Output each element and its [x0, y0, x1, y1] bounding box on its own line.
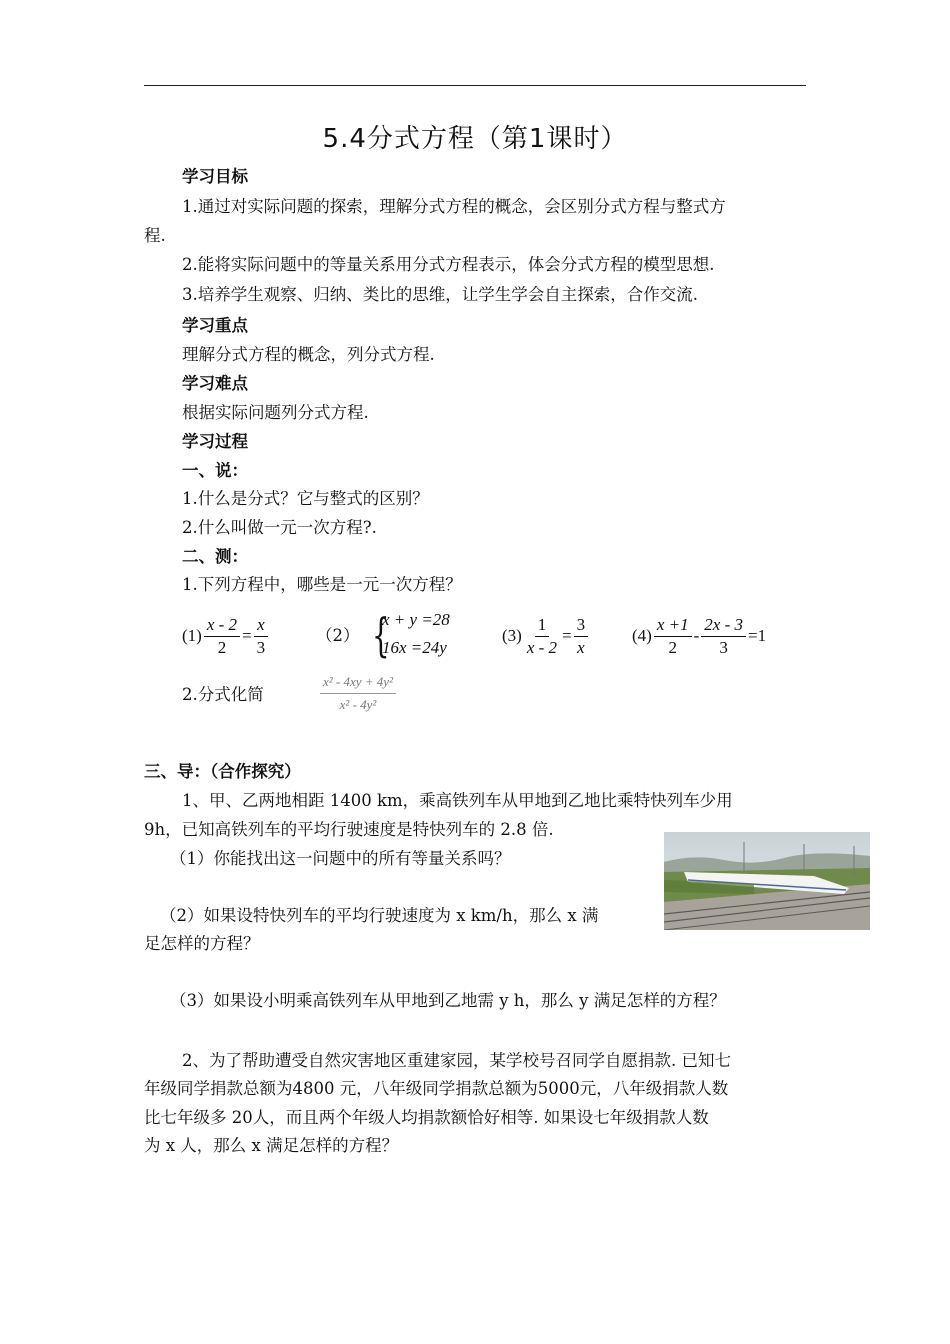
equation-1-rhs-denominator: 3 — [256, 637, 266, 657]
process-heading: 学习过程 — [182, 432, 248, 451]
equation-4-label: (4) — [632, 626, 652, 645]
objective-1-line1: 1.通过对实际问题的探索，理解分式方程的概念，会区别分式方程与整式方 — [182, 197, 726, 216]
equation-3-lhs-denominator: x - 2 — [526, 637, 558, 657]
difficulty-text: 根据实际问题列分式方程. — [182, 403, 369, 422]
equation-1-rhs-fraction — [254, 615, 269, 658]
equation-1-rhs-numerator: x — [254, 615, 268, 637]
system-brace: { — [372, 608, 390, 662]
equation-3 — [502, 612, 590, 660]
problem-2-line4: 为 x 人，那么 x 满足怎样的方程？ — [144, 1136, 399, 1155]
difficulty-heading: 学习难点 — [182, 374, 248, 393]
high-speed-train-photo — [664, 832, 870, 930]
objectives-heading: 学习目标 — [182, 167, 248, 186]
equation-1-lhs-numerator: x - 2 — [204, 615, 240, 637]
simplify-denominator: x² - 4y² — [339, 697, 377, 712]
objective-1-line2: 程. — [144, 226, 166, 245]
equation-2-label: （2） — [316, 626, 360, 645]
problem-1-question-2-line2: 足怎样的方程？ — [144, 934, 260, 953]
page-title: 5.4分式方程（第1课时） — [322, 124, 628, 154]
part3-heading: 三、导：（合作探究） — [144, 762, 301, 781]
problem-1-question-2-line1: （2）如果设特快列车的平均行驶速度为 x km/h，那么 x 满 — [160, 906, 599, 925]
objective-2: 2.能将实际问题中的等量关系用分式方程表示，体会分式方程的模型思想. — [182, 255, 715, 274]
equation-4-a-denominator: 2 — [668, 637, 677, 657]
key-point-heading: 学习重点 — [182, 316, 248, 335]
equation-3-lhs-numerator: 1 — [535, 615, 550, 637]
equation-1-equals: = — [242, 626, 252, 645]
part1-heading: 一、说： — [182, 461, 248, 480]
simplify-fraction — [320, 672, 396, 715]
equation-4-minus: - — [693, 626, 700, 645]
objective-3: 3.培养学生观察、归纳、类比的思维，让学生学会自主探索，合作交流. — [182, 285, 698, 304]
equation-1-label: (1) — [182, 626, 202, 645]
equation-3-rhs-fraction — [574, 615, 589, 658]
equation-4-rhs: =1 — [748, 626, 767, 645]
part2-question-1: 1.下列方程中，哪些是一元一次方程？ — [182, 575, 462, 594]
part1-question-1: 1.什么是分式？它与整式的区别？ — [182, 489, 429, 508]
header-rule — [144, 85, 806, 86]
equation-4-b-denominator: 3 — [719, 637, 728, 657]
equation-3-rhs-denominator: x — [577, 637, 585, 657]
equation-4-fraction-a — [654, 615, 692, 658]
part1-question-2: 2.什么叫做一元一次方程?. — [182, 518, 377, 537]
equation-1 — [182, 612, 270, 660]
problem-1-question-3: （3）如果设小明乘高铁列车从甲地到乙地需 y h，那么 y 满足怎样的方程？ — [170, 991, 726, 1010]
problem-2-line2: 年级同学捐款总额为4800 元，八年级同学捐款总额为5000元，八年级捐款人数 — [144, 1079, 729, 1098]
problem-1-line1: 1、甲、乙两地相距 1400 km，乘高铁列车从甲地到乙地比乘特快列车少用 — [182, 791, 733, 810]
equation-4 — [632, 612, 766, 660]
equation-2-system — [372, 610, 472, 662]
part2-question-2: 2.分式化简 — [182, 685, 264, 704]
simplify-numerator: x² - 4xy + 4y² — [320, 672, 396, 694]
problem-1-line2: 9h，已知高铁列车的平均行驶速度是特快列车的 2.8 倍. — [144, 820, 554, 839]
equation-4-b-numerator: 2x - 3 — [701, 615, 746, 637]
key-point-text: 理解分式方程的概念，列分式方程. — [182, 345, 435, 364]
train-image — [664, 832, 870, 930]
problem-2-line1: 2、为了帮助遭受自然灾害地区重建家园，某学校号召同学自愿捐款. 已知七 — [182, 1051, 731, 1070]
part2-heading: 二、测： — [182, 547, 248, 566]
equation-2-row-1: x + y =28 — [382, 610, 450, 629]
equation-3-lhs-fraction — [524, 615, 560, 658]
equation-4-fraction-b — [701, 615, 746, 658]
equation-1-lhs-denominator: 2 — [217, 637, 227, 657]
problem-2-line3: 比七年级多 20人，而且两个年级人均捐款额恰好相等. 如果设七年级捐款人数 — [144, 1108, 709, 1127]
equation-2-row-2: 16x =24y — [382, 638, 447, 657]
equation-1-lhs-fraction — [204, 615, 240, 658]
simplify-expression — [318, 672, 398, 715]
equation-3-rhs-numerator: 3 — [574, 615, 589, 637]
equation-3-equals: = — [562, 626, 572, 645]
problem-1-question-1: （1）你能找出这一问题中的所有等量关系吗？ — [170, 849, 511, 868]
equation-4-a-numerator: x +1 — [654, 615, 692, 637]
equation-3-label: (3) — [502, 626, 522, 645]
